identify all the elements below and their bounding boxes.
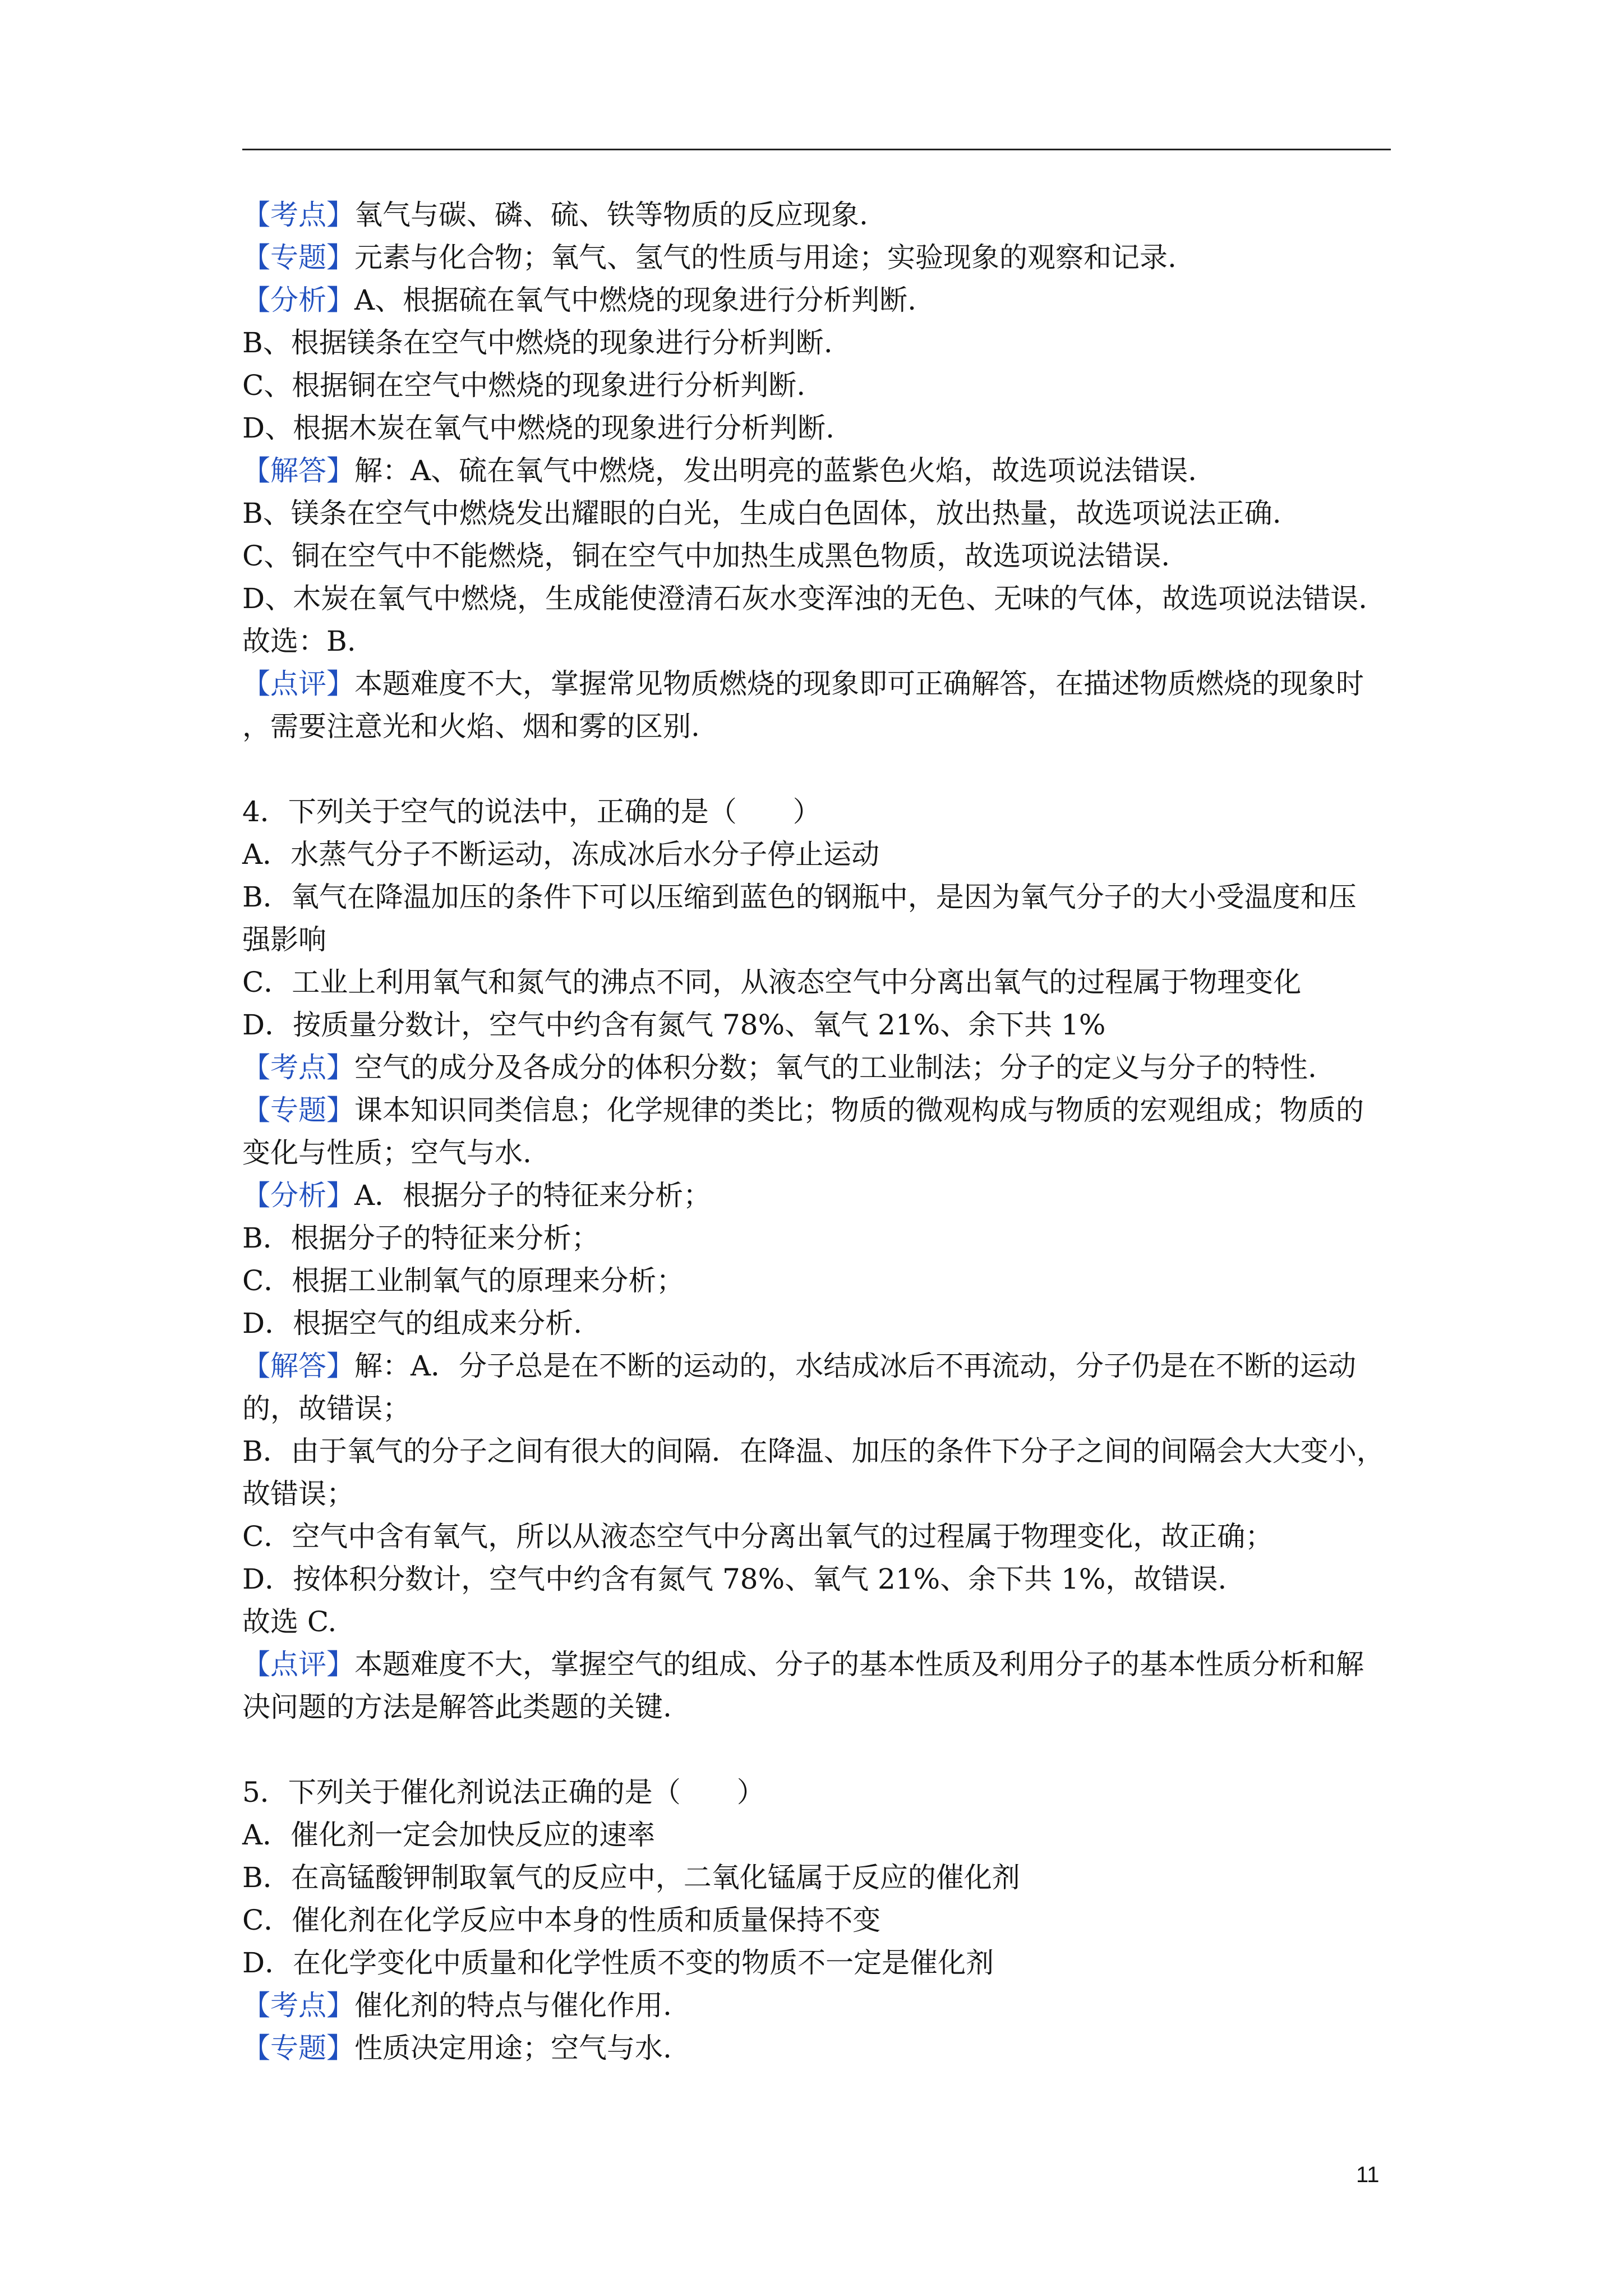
q3-jieda-line <box>242 449 1392 492</box>
page-number: 11 <box>1356 2162 1380 2187</box>
q3-kaodian-line <box>242 194 1392 236</box>
q4-stem: 4．下列关于空气的说法中，正确的是（ ） <box>242 795 821 828</box>
q4-zhuanti-tag: 【专题】 <box>242 1094 354 1126</box>
q4-option-b: B．氧气在降温加压的条件下可以压缩到蓝色的钢瓶中，是因为氧气分子的大小受温度和压 <box>242 881 1357 913</box>
q3-dianping-tag: 【点评】 <box>242 668 354 700</box>
q4-dianping-tag: 【点评】 <box>242 1648 354 1681</box>
q4-jieda-text: 解：A．分子总是在不断的运动的，水结成冰后不再流动，分子仍是在不断的运动 <box>354 1350 1357 1382</box>
q3-jieda-d: D、木炭在氧气中燃烧，生成能使澄清石灰水变浑浊的无色、无味的气体，故选项说法错误. <box>242 582 1367 615</box>
q3-jieda-c: C、铜在空气中不能燃烧，铜在空气中加热生成黑色物质，故选项说法错误. <box>242 540 1170 572</box>
page-content <box>242 194 1392 2069</box>
q5-zhuanti-text: 性质决定用途；空气与水. <box>354 2032 672 2064</box>
q5-kaodian-tag: 【考点】 <box>242 1989 354 2022</box>
q4-jieda-continued: 的，故错误； <box>242 1392 411 1425</box>
q4-zhuanti-text: 课本知识同类信息；化学规律的类比；物质的微观构成与物质的宏观组成；物质的 <box>354 1094 1364 1126</box>
q4-answer: 故选 C. <box>242 1605 337 1638</box>
q3-zhuanti-tag: 【专题】 <box>242 241 354 274</box>
q5-option-d: D．在化学变化中质量和化学性质不变的物质不一定是催化剂 <box>242 1947 994 1979</box>
q3-fenxi-tag: 【分析】 <box>242 284 354 316</box>
q5-zhuanti-tag: 【专题】 <box>242 2032 354 2064</box>
q4-option-b-continued: 强影响 <box>242 923 326 956</box>
q5-option-b: B．在高锰酸钾制取氧气的反应中，二氧化锰属于反应的催化剂 <box>242 1861 1020 1894</box>
header-rule <box>242 149 1391 150</box>
q4-jieda-b: B．由于氧气的分子之间有很大的间隔．在降温、加压的条件下分子之间的间隔会大大变小， <box>242 1435 1385 1467</box>
q3-dianping-line <box>242 662 1392 705</box>
q4-jieda-d: D．按体积分数计，空气中约含有氮气 78%、氧气 21%、余下共 1%，故错误. <box>242 1563 1227 1595</box>
spacer <box>242 1728 1392 1771</box>
q4-fenxi-b: B．根据分子的特征来分析； <box>242 1222 600 1254</box>
q4-fenxi-d: D．根据空气的组成来分析. <box>242 1307 582 1340</box>
q4-fenxi-c: C．根据工业制氧气的原理来分析； <box>242 1264 685 1297</box>
q4-zhuanti-line <box>242 1089 1392 1131</box>
q5-kaodian-text: 催化剂的特点与催化作用. <box>354 1989 672 2022</box>
q4-jieda-line <box>242 1345 1392 1387</box>
q4-dianping-continued: 决问题的方法是解答此类题的关键. <box>242 1691 672 1723</box>
q3-zhuanti-text: 元素与化合物；氧气、氢气的性质与用途；实验现象的观察和记录. <box>354 241 1177 274</box>
q3-answer: 故选：B. <box>242 625 356 657</box>
q4-fenxi-line <box>242 1174 1392 1217</box>
q3-zhuanti-line <box>242 236 1392 279</box>
q4-zhuanti-continued: 变化与性质；空气与水. <box>242 1137 532 1169</box>
q5-kaodian-line <box>242 1984 1392 2027</box>
q4-option-c: C．工业上利用氧气和氮气的沸点不同，从液态空气中分离出氧气的过程属于物理变化 <box>242 966 1302 999</box>
q3-fenxi-line <box>242 279 1392 321</box>
q4-jieda-c: C．空气中含有氧气，所以从液态空气中分离出氧气的过程属于物理变化，故正确； <box>242 1520 1274 1553</box>
q4-option-d: D．按质量分数计，空气中约含有氮气 78%、氧气 21%、余下共 1% <box>242 1009 1106 1041</box>
q3-fenxi-b: B、根据镁条在空气中燃烧的现象进行分析判断. <box>242 326 833 359</box>
spacer <box>242 748 1392 790</box>
q4-option-a: A．水蒸气分子不断运动，冻成冰后水分子停止运动 <box>242 838 880 871</box>
q5-stem: 5．下列关于催化剂说法正确的是（ ） <box>242 1776 765 1809</box>
q5-option-c: C．催化剂在化学反应中本身的性质和质量保持不变 <box>242 1904 881 1936</box>
q4-jieda-b-continued: 故错误； <box>242 1478 354 1510</box>
q3-dianping-continued: ，需要注意光和火焰、烟和雾的区别. <box>242 710 700 743</box>
q4-fenxi-tag: 【分析】 <box>242 1179 354 1212</box>
q4-jieda-tag: 【解答】 <box>242 1350 354 1382</box>
q4-dianping-line <box>242 1643 1392 1686</box>
q3-kaodian-tag: 【考点】 <box>242 199 354 231</box>
q4-kaodian-text: 空气的成分及各成分的体积分数；氧气的工业制法；分子的定义与分子的特性. <box>354 1051 1317 1084</box>
q4-kaodian-tag: 【考点】 <box>242 1051 354 1084</box>
q4-dianping-text: 本题难度不大，掌握空气的组成、分子的基本性质及利用分子的基本性质分析和解 <box>354 1648 1364 1681</box>
q3-dianping-text: 本题难度不大，掌握常见物质燃烧的现象即可正确解答，在描述物质燃烧的现象时 <box>354 668 1364 700</box>
q5-zhuanti-line <box>242 2027 1392 2069</box>
q4-fenxi-text: A．根据分子的特征来分析； <box>354 1179 712 1212</box>
q3-jieda-text: 解：A、硫在氧气中燃烧，发出明亮的蓝紫色火焰，故选项说法错误. <box>354 454 1197 487</box>
q3-jieda-tag: 【解答】 <box>242 454 354 487</box>
q3-kaodian-text: 氧气与碳、磷、硫、铁等物质的反应现象. <box>354 199 868 231</box>
q3-fenxi-text: A、根据硫在氧气中燃烧的现象进行分析判断. <box>354 284 917 316</box>
q3-jieda-b: B、镁条在空气中燃烧发出耀眼的白光，生成白色固体，放出热量，故选项说法正确. <box>242 497 1281 530</box>
q4-kaodian-line <box>242 1046 1392 1089</box>
q3-fenxi-c: C、根据铜在空气中燃烧的现象进行分析判断. <box>242 369 806 402</box>
q5-option-a: A．催化剂一定会加快反应的速率 <box>242 1819 656 1851</box>
q3-fenxi-d: D、根据木炭在氧气中燃烧的现象进行分析判断. <box>242 412 834 444</box>
